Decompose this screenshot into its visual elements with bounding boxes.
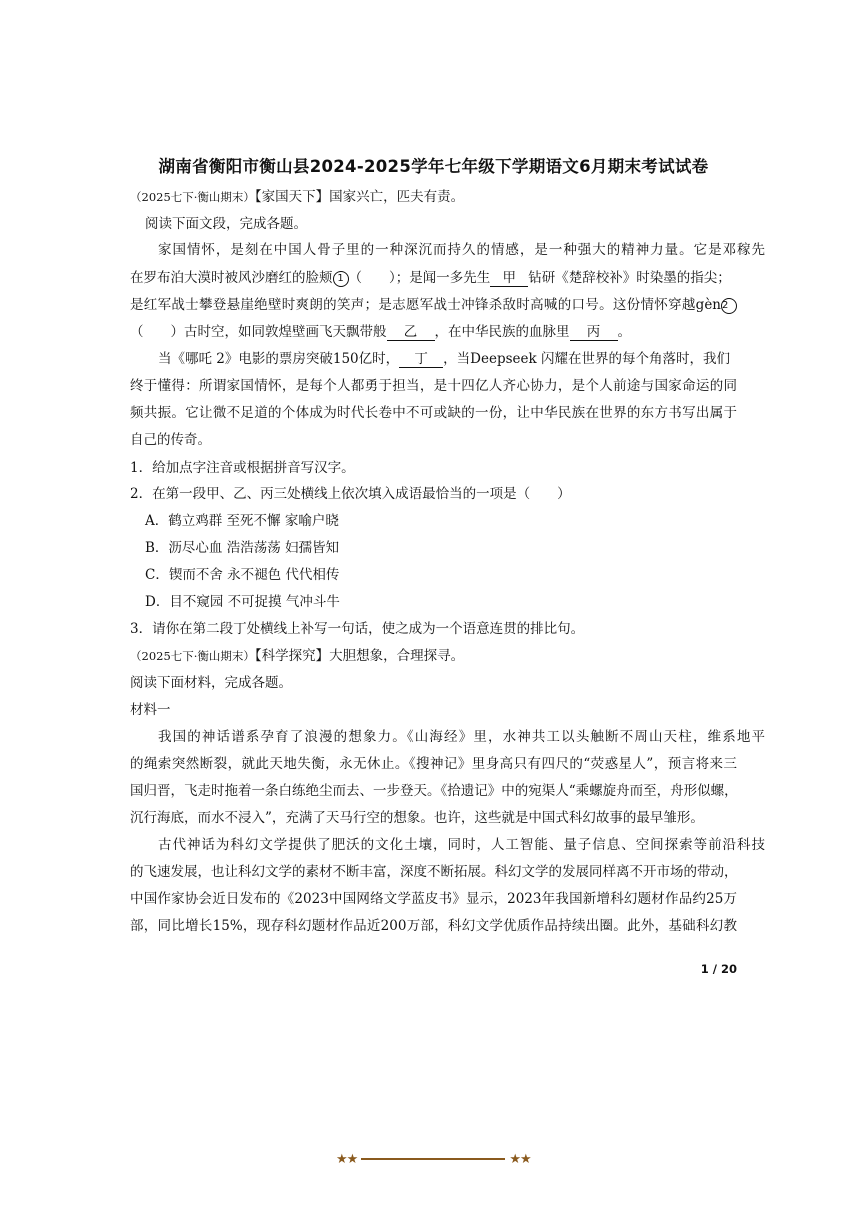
s2-p2-line3: 中国作家协会近日发布的《2023中国网络文学蓝皮书》显示，2023年我国新增科幻题材作品约25万 [130, 891, 737, 907]
option-b: B．沥尽心血 浩浩荡荡 妇孺皆知 [145, 540, 340, 556]
star-icon: ★★ [509, 1151, 531, 1167]
s1-p1-line3 [130, 295, 737, 315]
section1-header [130, 187, 737, 207]
section1-tag: 【家国天下】 [254, 189, 330, 205]
s1-p2-line3: 频共振。它让微不足道的个体成为时代长卷中不可或缺的一份，让中华民族在世界的东方书写出属于 [130, 405, 737, 421]
text-span: 是红军战士攀登悬崖绝壁时爽朗的笑声；是志愿军战士冲锋杀敌时高喊的口号。这份情怀穿越gèn [130, 297, 721, 313]
s2-p2-line1: 古代神话为科幻文学提供了肥沃的文化土壤，同时，人工智能、量子信息、空间探索等前沿科技 [158, 837, 765, 853]
section1-instruction: 阅读下面文段，完成各题。 [145, 216, 307, 232]
page-number: 1 / 20 [700, 962, 737, 976]
blank-bing: 丙 [570, 324, 618, 341]
section1-topic: 国家兴亡，匹夫有责。 [329, 189, 465, 205]
s1-p2-line4: 自己的传奇。 [130, 432, 211, 448]
text-span: 在罗布泊大漠时被风沙磨红的脸颊 [130, 270, 333, 286]
blank-jia: 甲 [490, 270, 528, 287]
section2-instruction: 阅读下面材料，完成各题。 [130, 675, 292, 691]
text-span: ，在中华民族的血脉里 [434, 324, 570, 340]
material-label: 材料一 [130, 702, 171, 718]
s1-p1-line4 [130, 322, 737, 342]
question-2: 2．在第一段甲、乙、丙三处横线上依次填入成语最恰当的一项是（ ） [130, 486, 571, 502]
section2-header [130, 646, 737, 666]
text-span: 当《哪吒 2》电影的票房突破150亿时， [158, 351, 400, 367]
blank-yi: 乙 [387, 324, 435, 341]
section1-source: （2025七下·衡山期末） [130, 190, 255, 204]
section2-source: （2025七下·衡山期末） [130, 649, 255, 663]
option-d: D．目不窥园 不可捉摸 气冲斗牛 [145, 594, 340, 610]
s1-p2-line2: 终于懂得：所谓家国情怀，是每个人都勇于担当，是十四亿人齐心协力，是个人前途与国家命运的同 [130, 378, 737, 394]
s1-p1-line2 [130, 268, 737, 288]
text-span: （ ）；是闻一多先生 [348, 270, 491, 286]
blank-ding: 丁 [399, 351, 443, 368]
question-1: 1．给加点字注音或根据拼音写汉字。 [130, 460, 355, 476]
s1-p2-line1 [130, 349, 765, 369]
section2-tag: 【科学探究】 [254, 648, 330, 664]
footer-ornament [336, 1149, 531, 1169]
s2-p1-line4: 沉行海底，而水不浸入”，充满了天马行空的想象。也许，这些就是中国式科幻故事的最早雏形。 [130, 810, 704, 826]
marker-1: 1 [333, 271, 349, 287]
option-c: C．锲而不舍 永不褪色 代代相传 [145, 567, 340, 583]
text-span: （ ）古时空，如同敦煌壁画飞天飘带般 [130, 324, 387, 340]
s2-p1-line2: 的绳索突然断裂，就此天地失衡，永无休止。《搜神记》里身高只有四尺的“荧惑星人”，预言将来三 [130, 756, 737, 772]
star-icon: ★★ [336, 1151, 358, 1167]
s2-p2-line4: 部，同比增长15%，现存科幻题材作品近200万部，科幻文学优质作品持续出圈。此外，基础科幻教 [130, 918, 737, 934]
s2-p2-line2: 的飞速发展，也让科幻文学的素材不断丰富，深度不断拓展。科幻文学的发展同样离不开市场的带动， [130, 864, 738, 880]
exam-title: 湖南省衡阳市衡山县2024-2025学年七年级下学期语文6月期末考试试卷 [158, 157, 709, 176]
s2-p1-line1: 我国的神话谱系孕育了浪漫的想象力。《山海经》里，水神共工以头触断不周山天柱，维系地平 [158, 729, 765, 745]
question-3: 3．请你在第二段丁处横线上补写一句话，使之成为一个语意连贯的排比句。 [130, 621, 585, 637]
s2-p1-line3: 国归晋，飞走时拖着一条白练绝尘而去、一步登天。《拾遗记》中的宛渠人“乘螺旋舟而至，舟形似螺， [130, 783, 738, 799]
s1-p1-line1: 家国情怀，是刻在中国人骨子里的一种深沉而持久的情感，是一种强大的精神力量。它是邓稼先 [158, 242, 765, 258]
text-span: 。 [617, 324, 631, 340]
footer-divider [361, 1158, 505, 1160]
marker-2: 2 [721, 298, 737, 314]
option-a: A．鹤立鸡群 至死不懈 家喻户晓 [145, 513, 339, 529]
text-span: ，当Deepseek 闪耀在世界的每个角落时，我们 [443, 351, 730, 367]
text-span: 钻研《楚辞校补》时染墨的指尖； [528, 270, 731, 286]
section2-topic: 大胆想象，合理探寻。 [329, 648, 465, 664]
